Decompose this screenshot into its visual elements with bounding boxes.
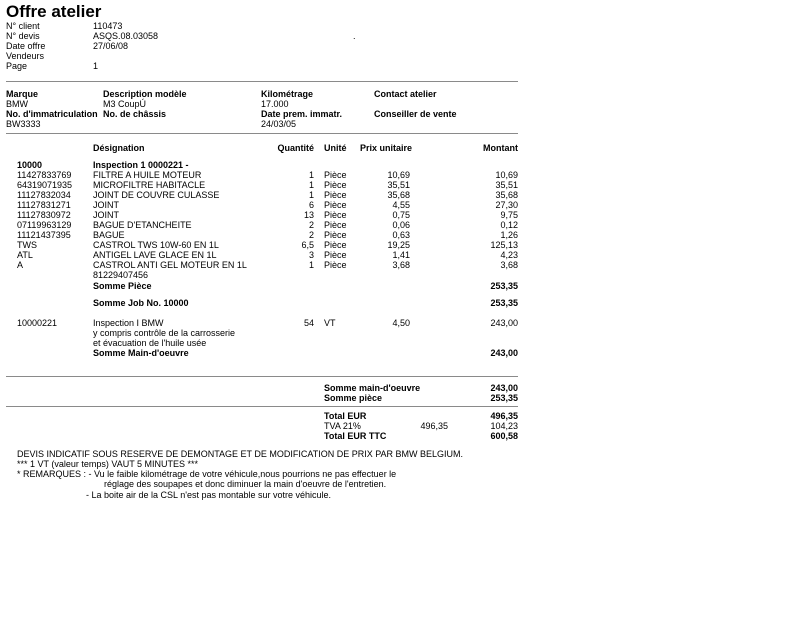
somme-mo-value: 243,00 [490,348,518,358]
part-designation: BAGUE [93,230,125,240]
part-unit: Pièce [324,200,347,210]
part-amount: 3,68 [500,260,518,270]
part-qty: 1 [308,170,314,180]
part-unit: Pièce [324,180,347,190]
total-piece-value: 253,35 [490,393,518,403]
col-header-prix: Prix unitaire [360,143,413,153]
immat-value: BW3333 [6,119,41,129]
part-amount: 0,12 [500,220,518,230]
part-unit: Pièce [324,190,347,200]
part-price: 0,75 [392,210,410,220]
header-value-date: 27/06/08 [93,41,129,51]
labour-detail-line: y compris contrôle de la carrosserie [93,328,236,338]
note-line: *** 1 VT (valeur temps) VAUT 5 MINUTES *** [17,459,199,469]
tva-value: 104,23 [490,421,518,431]
page-title: Offre atelier [6,2,102,21]
part-qty: 1 [308,260,314,270]
part-price: 1,41 [392,250,410,260]
part-amount: 125,13 [490,240,518,250]
labour-detail-line: et évacuation de l'huile usée [93,338,207,348]
col-header-designation: Désignation [93,143,145,153]
total-eur-label: Total EUR [324,411,367,421]
part-code: 11121437395 [17,230,71,240]
header-label-client: N° client [6,21,40,31]
labour-amount: 243,00 [490,318,518,328]
part-designation: MICROFILTRE HABITACLE [93,180,206,190]
part-amount: 4,23 [500,250,518,260]
part-designation: JOINT DE COUVRE CULASSE [93,190,220,200]
part-code: 11127832034 [17,190,71,200]
part-qty: 2 [308,230,314,240]
part-code: 11427833769 [17,170,72,180]
divider [6,406,518,407]
divider [6,133,518,134]
header-value-client: 110473 [93,21,123,31]
part-price: 35,68 [387,190,410,200]
part-price: 3,68 [392,260,410,270]
job-title: Inspection 1 0000221 - [93,160,189,170]
header-dot: . [353,31,356,41]
part-price: 19,25 [387,240,410,250]
immat-label: No. d'immatriculation [6,109,98,119]
total-mo-label: Somme main-d'oeuvre [324,383,421,393]
part-unit: Pièce [324,230,347,240]
note-line: - La boite air de la CSL n'est pas montable sur votre véhicule. [86,490,332,500]
labour-unit: VT [324,318,336,328]
note-line: réglage des soupapes et donc diminuer la main d'oeuvre de l'entretien. [104,479,387,489]
date-immat-value: 24/03/05 [261,119,297,129]
part-unit: Pièce [324,220,347,230]
header-value-page: 1 [93,61,99,71]
part-designation: JOINT [93,200,119,210]
part-qty: 2 [308,220,314,230]
part-designation: CASTROL ANTI GEL MOTEUR EN 1L [93,260,247,270]
part-qty: 3 [308,250,314,260]
part-amount: 1,26 [500,230,518,240]
contact-label: Contact atelier [374,89,437,99]
divider [6,376,518,377]
km-value: 17.000 [261,99,289,109]
part-code: A [17,260,24,270]
description-label: Description modèle [103,89,187,99]
note-line: * REMARQUES : - Vu le faible kilométrage de votre véhicule,nous pourrions ne pas effectuer le [17,469,397,479]
part-designation: FILTRE A HUILE MOTEUR [93,170,202,180]
part-designation: CASTROL TWS 10W-60 EN 1L [93,240,219,250]
part-code: 11127831271 [17,200,71,210]
part-amount: 35,68 [495,190,518,200]
km-label: Kilométrage [261,89,314,99]
col-header-unite: Unité [324,143,347,153]
part-unit: Pièce [324,250,347,260]
marque-label: Marque [6,89,39,99]
somme-piece-label: Somme Pièce [93,281,152,291]
part-code: ATL [17,250,33,260]
labour-price: 4,50 [392,318,410,328]
marque-value: BMW [6,99,28,109]
somme-mo-label: Somme Main-d'oeuvre [93,348,189,358]
part-designation: BAGUE D'ETANCHEITE [93,220,192,230]
labour-designation: Inspection I BMW [93,318,164,328]
part-price: 4,55 [392,200,410,210]
description-value: M3 CoupÚ [103,99,147,109]
part-qty: 6,5 [301,240,314,250]
header-label-vendeurs: Vendeurs [6,51,45,61]
tva-label: TVA 21% [324,421,361,431]
extra-reference: 81229407456 [93,270,149,280]
total-piece-label: Somme pièce [324,393,383,403]
job-number: 10000 [17,160,43,170]
total-ttc-value: 600,58 [490,431,518,441]
date-immat-label: Date prem. immatr. [261,109,343,119]
part-qty: 6 [308,200,314,210]
part-qty: 1 [308,190,314,200]
header-label-date: Date offre [6,41,46,51]
labour-qty: 54 [303,318,314,328]
col-header-montant: Montant [483,143,518,153]
part-amount: 27,30 [495,200,518,210]
part-qty: 13 [303,210,314,220]
part-unit: Pièce [324,210,347,220]
part-code: 07119963129 [17,220,72,230]
part-price: 0,63 [392,230,410,240]
tva-base: 496,35 [420,421,448,431]
total-mo-value: 243,00 [490,383,518,393]
part-amount: 10,69 [495,170,518,180]
somme-piece-value: 253,35 [490,281,518,291]
conseiller-label: Conseiller de vente [374,109,457,119]
part-price: 10,69 [387,170,410,180]
divider [6,81,518,82]
part-price: 35,51 [387,180,410,190]
total-eur-value: 496,35 [490,411,518,421]
part-amount: 9,75 [500,210,518,220]
header-label-page: Page [6,61,28,71]
header-label-devis: N° devis [6,31,40,41]
part-price: 0,06 [392,220,410,230]
somme-job-value: 253,35 [490,298,518,308]
part-qty: 1 [308,180,314,190]
part-unit: Pièce [324,170,347,180]
part-unit: Pièce [324,240,347,250]
col-header-quantite: Quantité [277,143,314,153]
note-line: DEVIS INDICATIF SOUS RESERVE DE DEMONTAGE ET DE MODIFICATION DE PRIX PAR BMW BELGIUM. [17,449,464,459]
part-code: 11127830972 [17,210,71,220]
part-amount: 35,51 [495,180,518,190]
part-unit: Pièce [324,260,347,270]
somme-job-label: Somme Job No. 10000 [93,298,189,308]
labour-code: 10000221 [17,318,58,328]
part-code: 64319071935 [17,180,73,190]
chassis-label: No. de châssis [103,109,167,119]
total-ttc-label: Total EUR TTC [324,431,387,441]
header-value-devis: ASQS.08.03058 [93,31,159,41]
part-designation: ANTIGEL LAVE GLACE EN 1L [93,250,217,260]
part-code: TWS [17,240,37,250]
part-designation: JOINT [93,210,119,220]
